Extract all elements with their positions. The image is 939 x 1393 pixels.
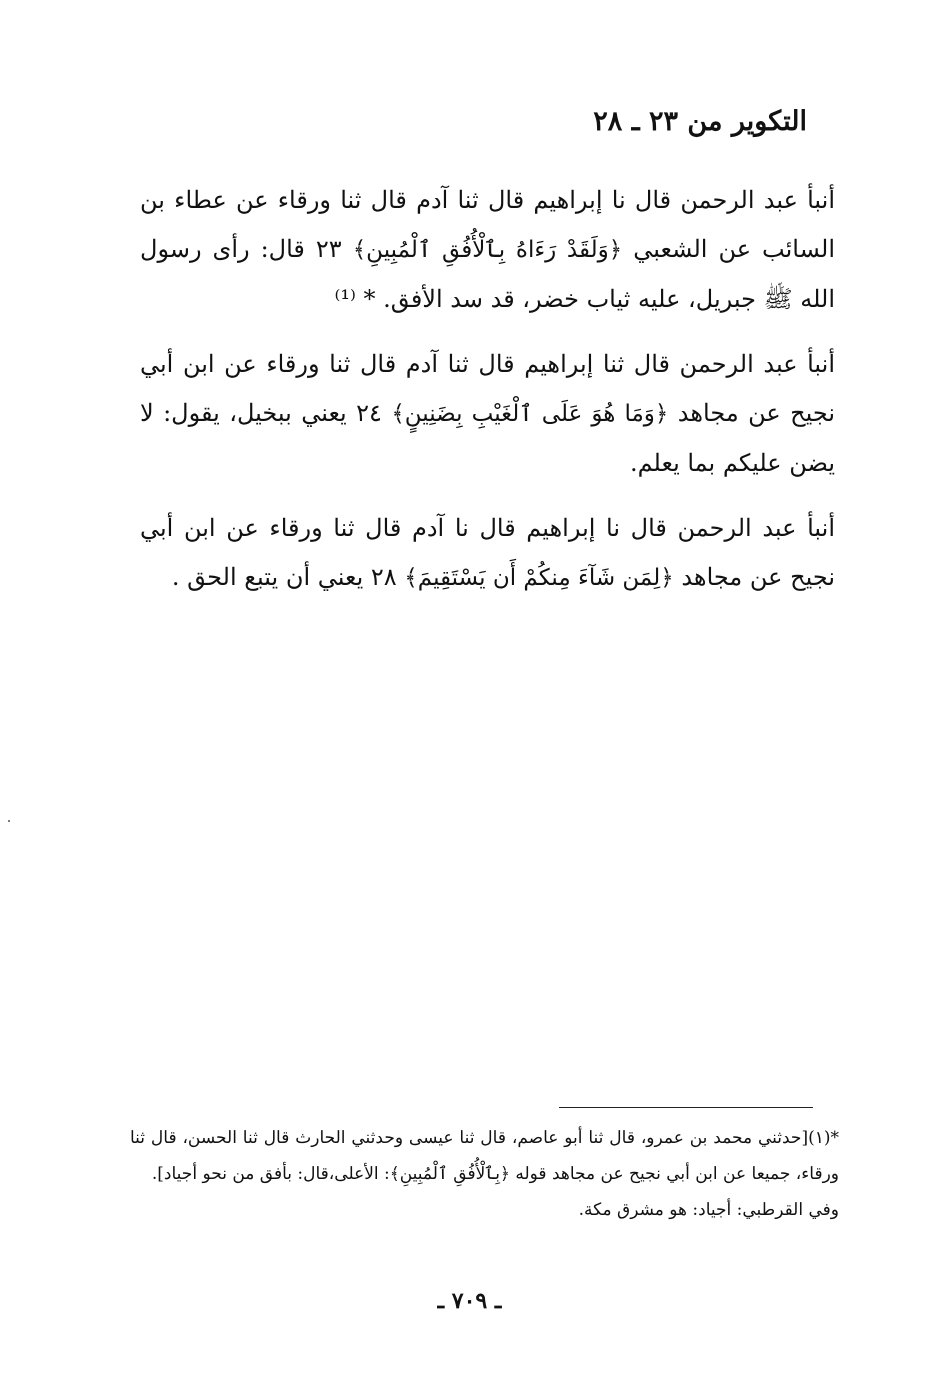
paragraph-2-text-after: ٢٤ يعني ببخيل، يقول: لا يضن عليكم بما يعلم. [140, 399, 835, 477]
paragraph-1-text-before: أنبأ عبد الرحمن قال نا إبراهيم قال ثنا آدم قال ثنا ورقاء عن عطاء بن السائب عن الشعبي [140, 186, 836, 263]
paragraph-2-text-before: أنبأ عبد الرحمن قال ثنا إبراهيم قال ثنا آدم قال ثنا ورقاء عن ابن أبي نجيح عن مجاهد [140, 350, 835, 427]
paragraph-3-text-before: أنبأ عبد الرحمن قال نا إبراهيم قال نا آدم قال ثنا ورقاء عن ابن أبي نجيح عن مجاهد [140, 514, 835, 591]
footnote [130, 1120, 839, 1228]
paragraph-2-verse: ﴿وَمَا هُوَ عَلَى ٱلْغَيْبِ بِضَنِينٍ﴾ [391, 401, 669, 427]
paragraph-2 [140, 340, 835, 488]
paragraph-1-verse: ﴿وَلَقَدْ رَءَاهُ بِٱلْأُفُقِ ٱلْمُبِينِ﴾ [352, 237, 623, 263]
footnote-divider [559, 1107, 813, 1108]
paragraph-3-verse: ﴿لِمَن شَآءَ مِنكُمْ أَن يَسْتَقِيمَ﴾ [404, 565, 674, 591]
paragraph-1-text-after: ٢٣ قال: رأى رسول الله ﷺ جبريل، عليه ثياب خضر، قد سد الأفق. * ⁽¹⁾ [140, 235, 835, 313]
scan-speck [8, 820, 10, 822]
chapter-heading: التكوير من ٢٣ ـ ٢٨ [593, 106, 807, 137]
paragraph-3-text-after: ٢٨ يعني أن يتبع الحق . [171, 563, 405, 591]
footnote-line-2: وفي القرطبي: أجياد: هو مشرق مكة. [578, 1200, 839, 1220]
page-number: ـ ٧٠٩ ـ [437, 1288, 502, 1314]
footnote-line-1: *(١)[حدثني محمد بن عمرو، قال ثنا أبو عاصم، قال ثنا عيسى وحدثني الحارث قال ثنا الحسن، قال ثنا ورقاء، جميعا عن ابن أبي نجيح عن مجاهد قوله ﴿بِٱلْأُفُقِ ٱلْمُبِينِ﴾: الأعلى،قال: بأفق من نحو أجياد]. [130, 1128, 839, 1184]
paragraph-1 [140, 176, 835, 324]
paragraph-3 [140, 504, 835, 603]
